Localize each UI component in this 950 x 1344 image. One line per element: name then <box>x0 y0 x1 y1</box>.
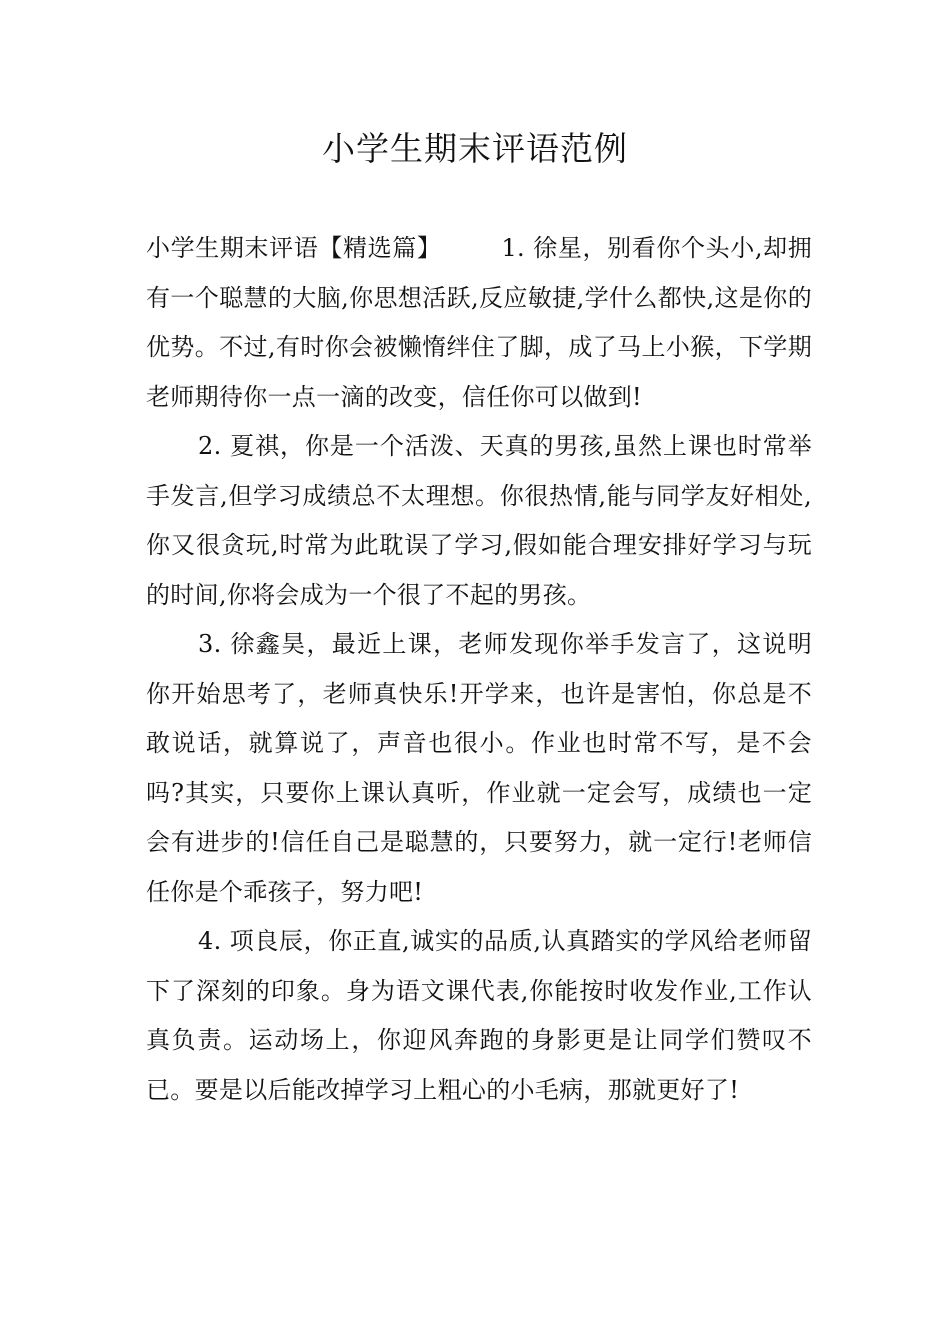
comment-text-1: 1. 徐星，别看你个头小,却拥有一个聪慧的大脑,你思想活跃,反应敏捷,学什么都快,这是你的优势。不过,有时你会被懒惰绊住了脚，成了马上小猴，下学期老师期待你一点一滴的改变，信任你可以做到! <box>146 234 812 411</box>
document-title: 小学生期末评语范例 <box>322 129 628 168</box>
document-body <box>146 224 812 1115</box>
paragraph-2: 2. 夏祺，你是一个活泼、天真的男孩,虽然上课也时常举手发言,但学习成绩总不太理想。你很热情,能与同学友好相处,你又很贪玩,时常为此耽误了学习,假如能合理安排好学习与玩的时间,你将会成为一个很了不起的男孩。 <box>146 432 812 609</box>
paragraph-1 <box>146 224 812 422</box>
section-heading: 小学生期末评语【精选篇】 <box>146 234 442 262</box>
paragraph-3: 3. 徐鑫昊，最近上课，老师发现你举手发言了，这说明你开始思考了，老师真快乐!开学来，也许是害怕，你总是不敢说话，就算说了，声音也很小。作业也时常不写，是不会吗?其实，只要你上课认真听，作业就一定会写，成绩也一定会有进步的!信任自己是聪慧的，只要努力，就一定行!老师信任你是个乖孩子，努力吧! <box>146 630 812 906</box>
paragraph-4: 4. 项良辰，你正直,诚实的品质,认真踏实的学风给老师留下了深刻的印象。身为语文课代表,你能按时收发作业,工作认真负责。运动场上，你迎风奔跑的身影更是让同学们赞叹不已。要是以后能改掉学习上粗心的小毛病，那就更好了! <box>146 927 812 1104</box>
